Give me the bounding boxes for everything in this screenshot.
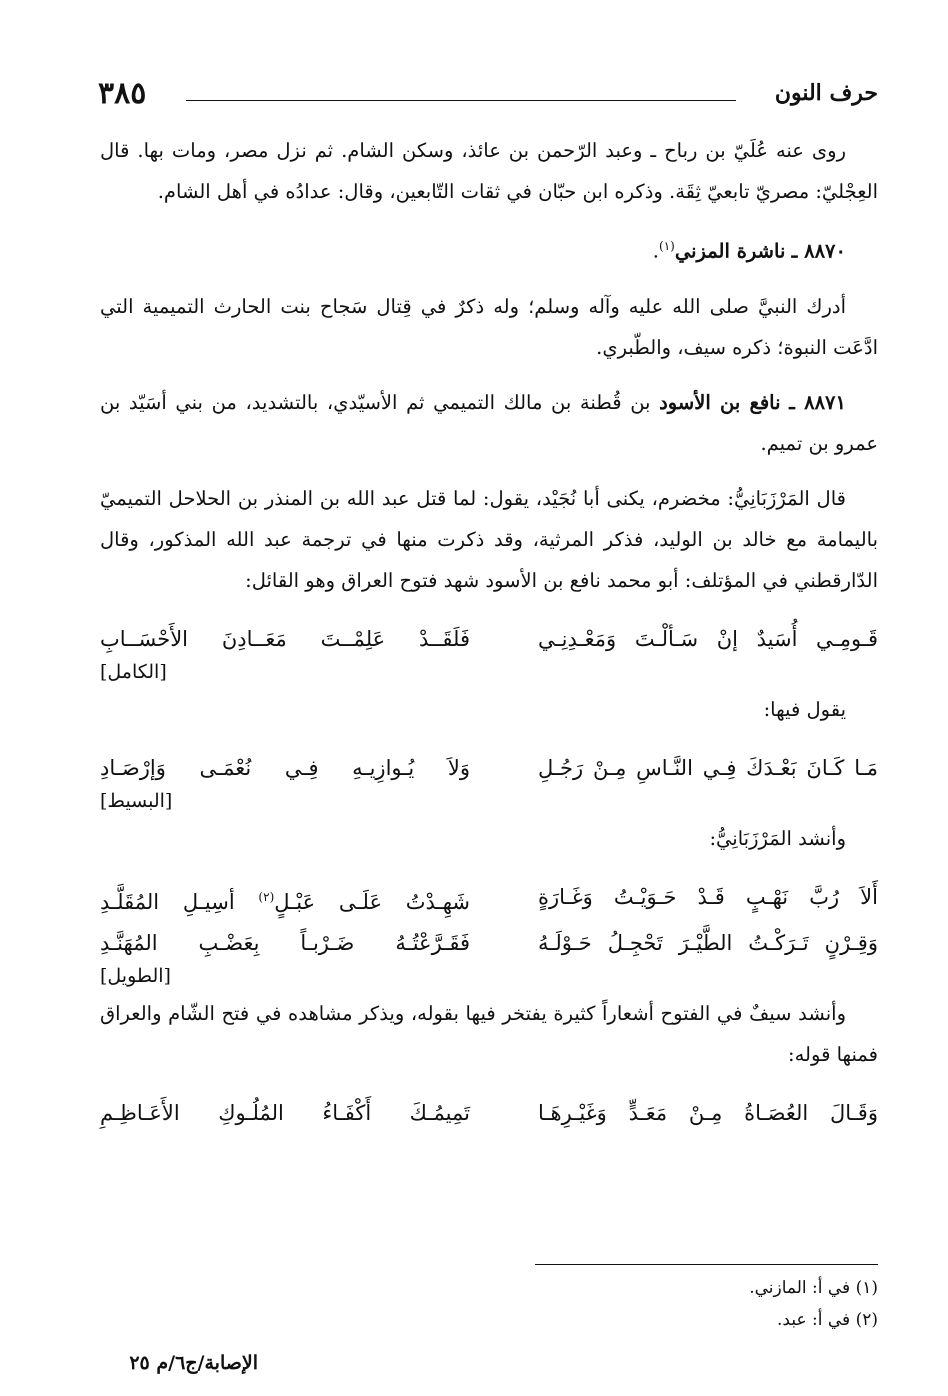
- entry-number: ٨٨٧٠ ـ: [791, 239, 846, 263]
- entry-8871: [100, 382, 878, 464]
- meter-label: [الطويل]: [100, 964, 171, 987]
- meter-label: [الكامل]: [100, 660, 167, 683]
- verse-line: [100, 744, 878, 790]
- entry-name: نافع بن الأسود: [659, 390, 781, 414]
- paragraph-1: روى عنه عُلَيّ بن رباح ـ وعبد الرّحمن بن عائذ، وسكن الشام. ثم نزل مصر، ومات بها. قال العِجْليّ: مصريّ تابعيّ ثِقَة. وذكره ابن حبّان في ثقات التّابعين، وقال: عدادُه في أهل الشام.: [100, 139, 878, 203]
- footnote-rule: [535, 1264, 878, 1265]
- paragraph-3: قال المَرْزَبَانِيُّ: مخضرم، يكنى أبا نُجَيْد، يقول: لما قتل عبد الله بن المنذر بن الحلاحل التميميّ باليمامة مع خالد بن الوليد، فذكر المرثية، وقد ذكرت منها في ترجمة عبد الله المذكور، وقال الدّارقطني في المؤتلف: أبو محمد نافع بن الأسود شهد فتوح العراق وهو القائل:: [100, 486, 878, 592]
- paragraph-2: أدرك النبيَّ صلى الله عليه وآله وسلم؛ وله ذكرٌ في قِتال سَجاح بنت الحارث التميمية التي ادَّعَت النبوة؛ ذكره سيف، والطّبري.: [100, 294, 878, 359]
- entry-8870: [100, 226, 878, 272]
- footnote-marker: (٢): [258, 889, 275, 904]
- verse-line: [100, 615, 878, 661]
- verse-second-hemistich: تَمِيمُـكَ أَكْفَـاءُ المُلُـوكِ الأَعَـاظِـمِ: [100, 1100, 470, 1125]
- verse-first-hemistich: وَقِـرْنٍ تَـرَكْـتُ الطَّيْـرَ تَحْجِـلُ حَـوْلَـهُ: [538, 930, 878, 955]
- signature-mark: الإصابة/ج٦/م ٢٥: [129, 1352, 258, 1374]
- paragraph-5: وأنشد المَرْزَبَانِيُّ:: [709, 826, 846, 850]
- page-number: ٣٨٥: [98, 76, 147, 111]
- main-text: [100, 130, 878, 1135]
- footnote-marker: (١): [659, 239, 675, 253]
- verse-second-hemistich: فَقَـرَّعْتُـهُ ضَـرْبـاً بِعَضْـبِ المُهَنَّـدِ: [100, 930, 470, 955]
- verse-line: [100, 1089, 878, 1135]
- entry-number: ٨٨٧١ ـ: [789, 390, 846, 414]
- running-header: [98, 76, 878, 120]
- verse-first-hemistich: أَلاَ رُبَّ نَهْـبٍ قَـدْ حَـوَيْـتُ وَغَـارَةٍ: [538, 884, 878, 909]
- verse-second-hemistich: وَلاَ يُـوازِيـهِ فِـي نُعْمَـى وَإرْصَـادِ: [100, 755, 470, 780]
- verse-part: شَهِـدْتُ عَلَـى عَبْـلٍ: [274, 889, 470, 914]
- paragraph-4: يقول فيها:: [763, 697, 846, 721]
- verse-first-hemistich: وَقَـالَ العُصَـاةُ مِـنْ مَعَـدٍّ وَغَيْـرِهَـا: [538, 1100, 878, 1125]
- verse-second-hemistich: فَلَقَــدْ عَلِمْــتَ مَعَــادِنَ الأَحْسَــابِ: [100, 626, 470, 651]
- verse-second-hemistich: [100, 877, 470, 923]
- chapter-title: حرف النون: [774, 80, 878, 106]
- meter-label: [البسيط]: [100, 789, 173, 812]
- entry-end: .: [652, 239, 659, 263]
- verse-first-hemistich: مَـا كَـانَ بَعْـدَكَ فِـي النَّـاسِ مِـنْ رَجُـلِ: [538, 755, 878, 780]
- verse-first-hemistich: قَـومِـي أُسَيدٌ إنْ سَـألْـتَ وَمَعْـدِنِـي: [538, 626, 878, 651]
- footnotes: [749, 1272, 878, 1336]
- entry-name: ناشرة المزني: [674, 239, 786, 263]
- entry-description: بن قُطنة بن مالك التميمي ثم الأسيّدي، بالتشديد، من بني أسَيّد بن عمرو بن تميم.: [100, 390, 878, 455]
- header-rule: [186, 100, 736, 101]
- verse-part: أسِيـلِ المُقَلَّـدِ: [100, 889, 259, 914]
- verse-line: [100, 919, 878, 965]
- footnote-1: (١) في أ: المازني.: [749, 1278, 878, 1298]
- verse-line: [100, 873, 878, 919]
- paragraph-6: وأنشد سيفٌ في الفتوح أشعاراً كثيرة يفتخر فيها بقوله، ويذكر مشاهده في فتح الشّام والعراق فمنها قوله:: [100, 1001, 878, 1066]
- footnote-2: (٢) في أ: عبد.: [777, 1310, 878, 1330]
